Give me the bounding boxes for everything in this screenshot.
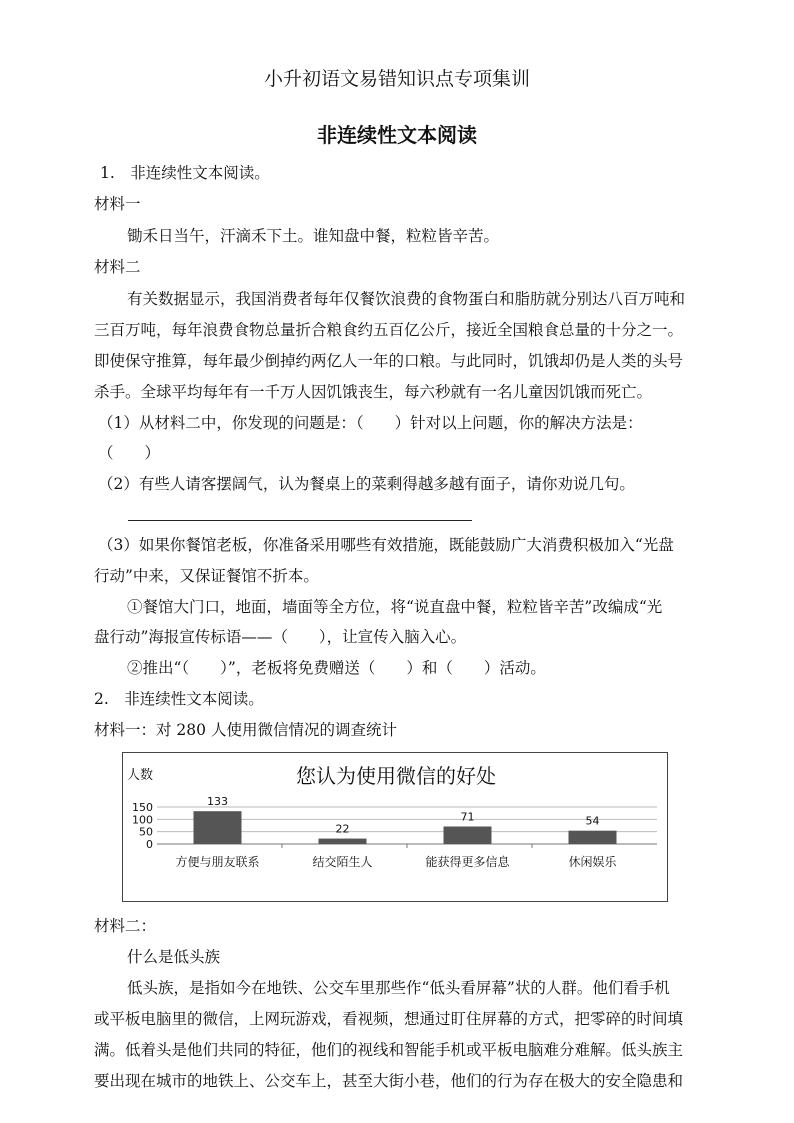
chart-category-label: 能获得更多信息 (425, 855, 510, 869)
q2-material2-line2: 或平板电脑里的微信，上网玩游戏，看视频，想通过盯住屏幕的方式，把零碎的时间填 (94, 1010, 684, 1028)
q2-material2-line4: 要出现在城市的地铁上、公交车上，甚至大街小巷，他们的行为存在极大的安全隐患和 (94, 1072, 684, 1090)
chart-value-label: 71 (460, 810, 475, 824)
q1-sub3-item1-line1: ①餐馆大门口，地面，墙面等全方位，将“说直盘中餐，粒粒皆辛苦”改编成“光 (127, 598, 663, 616)
chart-title: 您认为使用微信的好处 (296, 764, 496, 788)
q1-sub1-line1: （1）从材料二中，你发现的问题是：（ ）针对以上问题，你的解决方法是： (98, 414, 643, 432)
q2-heading: 2. 非连续性文本阅读。 (94, 690, 264, 708)
chart-y-tick-label: 150 (132, 801, 153, 814)
q1-sub3-item1-line2: 盘行动”海报宣传标语——（ ），让宣传入脑入心。 (94, 628, 467, 646)
chart-value-labels (207, 795, 600, 835)
chart-y-tick-label: 0 (146, 838, 153, 851)
bar-chart (122, 752, 668, 902)
q2-material2-label: 材料二： (94, 917, 157, 935)
chart-category-label: 方便与朋友联系 (175, 855, 260, 869)
q1-material2-line4: 杀手。全球平均每年有一千万人因饥饿丧生，每六秒就有一名儿童因饥饿而死亡。 (94, 383, 653, 401)
chart-y-tick-label: 50 (139, 825, 153, 839)
chart-bar (569, 831, 617, 844)
q1-sub1-line2: （ ） (98, 444, 161, 462)
q1-sub2: （2）有些人请客摆阔气，认为餐桌上的菜剩得越多越有面子，请你劝说几句。 (98, 475, 635, 493)
bar-chart-svg (123, 753, 669, 903)
q1-heading: 1. 非连续性文本阅读。 (100, 164, 270, 182)
chart-bar (444, 826, 492, 844)
q2-material2-title: 什么是低头族 (127, 948, 221, 966)
q1-sub3-line2: 行动”中来，又保证餐馆不折本。 (94, 567, 319, 585)
q1-sub3-item2: ②推出“（ ）”，老板将免费赠送（ ）和（ ）活动。 (127, 659, 546, 677)
q1-material2-line3: 即使保守推算，每年最少倒掉约两亿人一年的口粮。与此同时，饥饿却仍是人类的头号 (94, 352, 684, 370)
chart-value-label: 22 (335, 822, 350, 836)
q1-material2-label: 材料二 (94, 258, 141, 276)
q2-material1-label: 材料一：对 280 人使用微信情况的调查统计 (94, 721, 397, 739)
q1-material1-text: 锄禾日当午，汗滴禾下土。谁知盘中餐，粒粒皆辛苦。 (127, 227, 500, 245)
q1-sub3-line1: （3）如果你餐馆老板，你准备采用哪些有效措施，既能鼓励广大消费积极加入“光盘 (98, 536, 674, 554)
q1-material2-line1: 有关数据显示，我国消费者每年仅餐饮浪费的食物蛋白和脂肪就分别达八百万吨和 (127, 290, 686, 308)
q1-material1-label: 材料一 (94, 195, 141, 213)
chart-category-label: 休闲娱乐 (568, 855, 617, 869)
chart-bars (194, 811, 617, 844)
chart-value-label: 133 (207, 795, 228, 809)
chart-category-label: 结交陌生人 (312, 855, 373, 869)
chart-bar (194, 811, 242, 844)
q2-material2-line3: 满。低着头是他们共同的特征，他们的视线和智能手机或平板电脑难分难解。低头族主 (94, 1041, 684, 1059)
answer-underline (128, 520, 472, 521)
chart-category-labels (175, 854, 617, 869)
q2-material2-line1: 低头族，是指如今在地铁、公交车里那些作“低头看屏幕”状的人群。他们看手机 (127, 979, 670, 997)
chart-y-ticks (132, 801, 153, 851)
section-title: 非连续性文本阅读 (317, 123, 477, 147)
q1-material2-line2: 三百万吨，每年浪费食物总量折合粮食约五百亿公斤，接近全国粮食总量的十分之一。 (94, 321, 684, 339)
chart-value-label: 54 (585, 814, 600, 828)
chart-y-axis-label: 人数 (127, 768, 154, 783)
chart-bar (319, 839, 367, 844)
document-title: 小升初语文易错知识点专项集训 (263, 68, 530, 90)
chart-y-tick-label: 100 (132, 813, 153, 827)
